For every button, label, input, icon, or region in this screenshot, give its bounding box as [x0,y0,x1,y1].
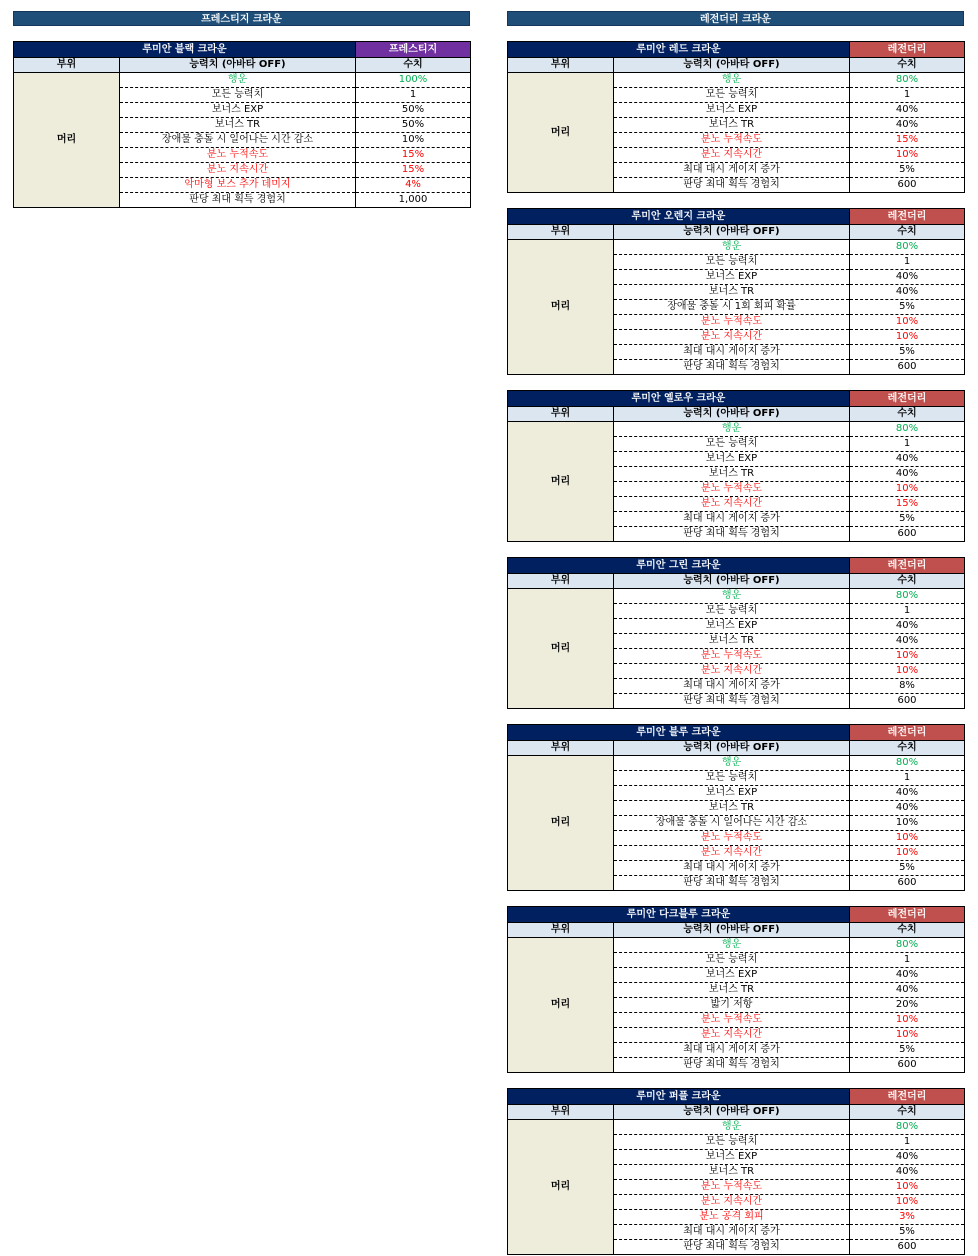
ability-label: 분노 지속시간 [614,497,850,512]
ability-label: 행운 [614,1120,850,1135]
table-row [508,756,965,771]
ability-value: 10% [850,1028,965,1043]
ability-value: 10% [850,315,965,330]
ability-value: 1 [850,953,965,968]
ability-label: 최대 대시 게이지 증가 [614,512,850,527]
ability-label: 최대 대시 게이지 증가 [614,861,850,876]
ability-value: 10% [850,649,965,664]
ability-value: 10% [850,831,965,846]
legendary-column [507,11,964,1255]
ability-label: 분노 공격 회피 [614,1210,850,1225]
ability-label: 밟기 저항 [614,998,850,1013]
table-row [508,589,965,604]
ability-label: 악마형 보스 추가 데미지 [120,178,356,193]
ability-value: 80% [850,73,965,88]
ability-label: 보너스 EXP [614,968,850,983]
crown-table-orange [507,208,964,375]
ability-value: 1 [850,1135,965,1150]
grade-badge: 레전더리 [850,42,965,58]
ability-value: 5% [850,1043,965,1058]
ability-label: 판당 최대 획득 경험치 [614,527,850,542]
ability-value: 50% [356,103,471,118]
ability-label: 보너스 TR [120,118,356,133]
ability-label: 보너스 EXP [614,270,850,285]
column-header-ability: 능력치 (아바타 OFF) [614,741,850,756]
grade-badge: 레전더리 [850,1089,965,1105]
ability-label: 모든 능력치 [120,88,356,103]
part-cell: 머리 [508,1120,614,1255]
ability-label: 최대 대시 게이지 증가 [614,1043,850,1058]
crown-stats-table [507,1088,965,1255]
ability-value: 80% [850,589,965,604]
ability-label: 보너스 EXP [614,1150,850,1165]
ability-value: 600 [850,1058,965,1073]
crown-table-blue [507,724,964,891]
ability-label: 보너스 TR [614,285,850,300]
ability-value: 10% [850,816,965,831]
ability-value: 80% [850,1120,965,1135]
ability-value: 40% [850,118,965,133]
prestige-column [13,11,470,208]
ability-value: 10% [356,133,471,148]
ability-label: 보너스 TR [614,801,850,816]
crown-name: 루미안 그린 크라운 [508,558,850,574]
ability-value: 5% [850,345,965,360]
ability-label: 보너스 TR [614,467,850,482]
crown-table-black [13,41,470,208]
grade-badge: 레전더리 [850,209,965,225]
crown-name: 루미안 오렌지 크라운 [508,209,850,225]
ability-label: 모든 능력치 [614,88,850,103]
part-cell: 머리 [14,73,120,208]
crown-name: 루미안 블랙 크라운 [14,42,356,58]
ability-label: 분노 누적속도 [614,482,850,497]
crown-table-green [507,557,964,709]
column-header-ability: 능력치 (아바타 OFF) [614,1105,850,1120]
ability-value: 80% [850,422,965,437]
ability-value: 40% [850,983,965,998]
part-cell: 머리 [508,73,614,193]
ability-value: 40% [850,452,965,467]
ability-label: 분노 누적속도 [614,1013,850,1028]
ability-label: 분노 지속시간 [614,330,850,345]
ability-label: 분노 지속시간 [614,148,850,163]
ability-value: 10% [850,330,965,345]
ability-value: 10% [850,1013,965,1028]
ability-label: 행운 [614,938,850,953]
crown-stats-table [507,557,965,709]
ability-label: 보너스 EXP [120,103,356,118]
column-header-value: 수치 [850,58,965,73]
table-row [508,240,965,255]
ability-label: 분노 지속시간 [120,163,356,178]
ability-value: 4% [356,178,471,193]
ability-label: 행운 [614,756,850,771]
grade-badge: 레전더리 [850,558,965,574]
ability-value: 40% [850,270,965,285]
column-header-ability: 능력치 (아바타 OFF) [614,923,850,938]
column-header-value: 수치 [850,407,965,422]
ability-label: 행운 [120,73,356,88]
part-cell: 머리 [508,938,614,1073]
ability-label: 판당 최대 획득 경험치 [614,694,850,709]
ability-value: 15% [850,497,965,512]
ability-label: 분노 누적속도 [120,148,356,163]
ability-label: 분노 지속시간 [614,1195,850,1210]
section-header-legendary: 레전더리 크라운 [507,11,964,26]
ability-value: 40% [850,968,965,983]
ability-label: 장애물 충돌 시 일어나는 시간 감소 [614,816,850,831]
ability-value: 10% [850,1180,965,1195]
ability-label: 모든 능력치 [614,953,850,968]
ability-value: 600 [850,527,965,542]
column-header-part: 부위 [508,923,614,938]
ability-label: 보너스 EXP [614,786,850,801]
column-header-value: 수치 [850,225,965,240]
ability-value: 10% [850,482,965,497]
ability-label: 보너스 EXP [614,103,850,118]
part-cell: 머리 [508,240,614,375]
ability-label: 분노 누적속도 [614,133,850,148]
ability-value: 40% [850,801,965,816]
column-header-value: 수치 [850,574,965,589]
ability-label: 모든 능력치 [614,1135,850,1150]
crown-table-yellow [507,390,964,542]
table-row [14,73,471,88]
ability-value: 5% [850,512,965,527]
ability-value: 600 [850,876,965,891]
table-row [508,73,965,88]
column-header-part: 부위 [508,58,614,73]
ability-label: 분노 지속시간 [614,846,850,861]
column-header-part: 부위 [508,1105,614,1120]
ability-value: 40% [850,1150,965,1165]
ability-value: 15% [356,148,471,163]
grade-badge: 레전더리 [850,725,965,741]
column-header-ability: 능력치 (아바타 OFF) [614,574,850,589]
crown-stats-table [507,906,965,1073]
ability-value: 10% [850,664,965,679]
ability-label: 최대 대시 게이지 증가 [614,1225,850,1240]
part-cell: 머리 [508,756,614,891]
ability-value: 40% [850,619,965,634]
ability-value: 1 [850,437,965,452]
table-row [508,422,965,437]
ability-label: 모든 능력치 [614,437,850,452]
ability-label: 보너스 TR [614,1165,850,1180]
ability-label: 모든 능력치 [614,604,850,619]
ability-value: 40% [850,786,965,801]
crown-stats-table [507,390,965,542]
ability-label: 분노 누적속도 [614,831,850,846]
ability-value: 5% [850,300,965,315]
crown-table-darkblue [507,906,964,1073]
ability-label: 보너스 EXP [614,619,850,634]
ability-label: 분노 지속시간 [614,1028,850,1043]
ability-label: 행운 [614,422,850,437]
ability-label: 분노 누적속도 [614,1180,850,1195]
ability-value: 15% [356,163,471,178]
ability-value: 600 [850,1240,965,1255]
ability-label: 장애물 충돌 시 일어나는 시간 감소 [120,133,356,148]
column-header-part: 부위 [508,741,614,756]
ability-value: 100% [356,73,471,88]
ability-value: 600 [850,178,965,193]
crown-stats-table [507,724,965,891]
column-header-value: 수치 [850,741,965,756]
ability-value: 40% [850,285,965,300]
ability-label: 판당 최대 획득 경험치 [614,876,850,891]
column-header-ability: 능력치 (아바타 OFF) [614,225,850,240]
ability-value: 80% [850,756,965,771]
column-header-part: 부위 [14,58,120,73]
grade-badge: 레전더리 [850,907,965,923]
column-header-ability: 능력치 (아바타 OFF) [120,58,356,73]
ability-label: 보너스 TR [614,634,850,649]
ability-label: 판당 최대 획득 경험치 [120,193,356,208]
ability-value: 5% [850,1225,965,1240]
column-header-ability: 능력치 (아바타 OFF) [614,407,850,422]
ability-value: 3% [850,1210,965,1225]
ability-value: 10% [850,846,965,861]
ability-label: 모든 능력치 [614,771,850,786]
crown-stats-table [507,41,965,193]
ability-label: 장애물 충돌 시 1회 회피 확률 [614,300,850,315]
crown-table-red [507,41,964,193]
grade-badge: 프레스티지 [356,42,471,58]
grade-badge: 레전더리 [850,391,965,407]
ability-value: 1 [850,604,965,619]
ability-label: 판당 최대 획득 경험치 [614,1058,850,1073]
ability-value: 50% [356,118,471,133]
crown-name: 루미안 퍼플 크라운 [508,1089,850,1105]
ability-value: 8% [850,679,965,694]
ability-label: 보너스 EXP [614,452,850,467]
ability-label: 최대 대시 게이지 증가 [614,679,850,694]
table-row [508,938,965,953]
ability-label: 모든 능력치 [614,255,850,270]
ability-label: 판당 최대 획득 경험치 [614,178,850,193]
table-row [508,1120,965,1135]
crown-stats-table [13,41,471,208]
ability-label: 최대 대시 게이지 증가 [614,163,850,178]
column-header-part: 부위 [508,407,614,422]
ability-label: 보너스 TR [614,118,850,133]
ability-label: 행운 [614,240,850,255]
crown-name: 루미안 레드 크라운 [508,42,850,58]
ability-label: 분노 지속시간 [614,664,850,679]
part-cell: 머리 [508,422,614,542]
ability-value: 1 [850,771,965,786]
ability-value: 10% [850,148,965,163]
ability-value: 20% [850,998,965,1013]
crown-name: 루미안 옐로우 크라운 [508,391,850,407]
ability-label: 행운 [614,589,850,604]
column-header-ability: 능력치 (아바타 OFF) [614,58,850,73]
ability-value: 40% [850,1165,965,1180]
ability-label: 판당 최대 획득 경험치 [614,1240,850,1255]
ability-label: 분노 누적속도 [614,315,850,330]
ability-value: 15% [850,133,965,148]
column-header-part: 부위 [508,225,614,240]
column-header-part: 부위 [508,574,614,589]
crown-table-purple [507,1088,964,1255]
ability-value: 40% [850,467,965,482]
ability-label: 행운 [614,73,850,88]
column-header-value: 수치 [850,923,965,938]
part-cell: 머리 [508,589,614,709]
ability-label: 최대 대시 게이지 증가 [614,345,850,360]
ability-value: 5% [850,163,965,178]
ability-label: 분노 누적속도 [614,649,850,664]
ability-value: 1 [850,255,965,270]
ability-value: 10% [850,1195,965,1210]
ability-value: 600 [850,694,965,709]
ability-value: 40% [850,634,965,649]
ability-label: 보너스 TR [614,983,850,998]
column-header-value: 수치 [850,1105,965,1120]
ability-value: 40% [850,103,965,118]
ability-value: 1 [850,88,965,103]
ability-value: 1,000 [356,193,471,208]
ability-value: 5% [850,861,965,876]
ability-value: 600 [850,360,965,375]
crown-stats-table [507,208,965,375]
ability-label: 판당 최대 획득 경험치 [614,360,850,375]
ability-value: 80% [850,240,965,255]
ability-value: 80% [850,938,965,953]
crown-name: 루미안 블루 크라운 [508,725,850,741]
column-header-value: 수치 [356,58,471,73]
ability-value: 1 [356,88,471,103]
crown-name: 루미안 다크블루 크라운 [508,907,850,923]
section-header-prestige: 프레스티지 크라운 [13,11,470,26]
